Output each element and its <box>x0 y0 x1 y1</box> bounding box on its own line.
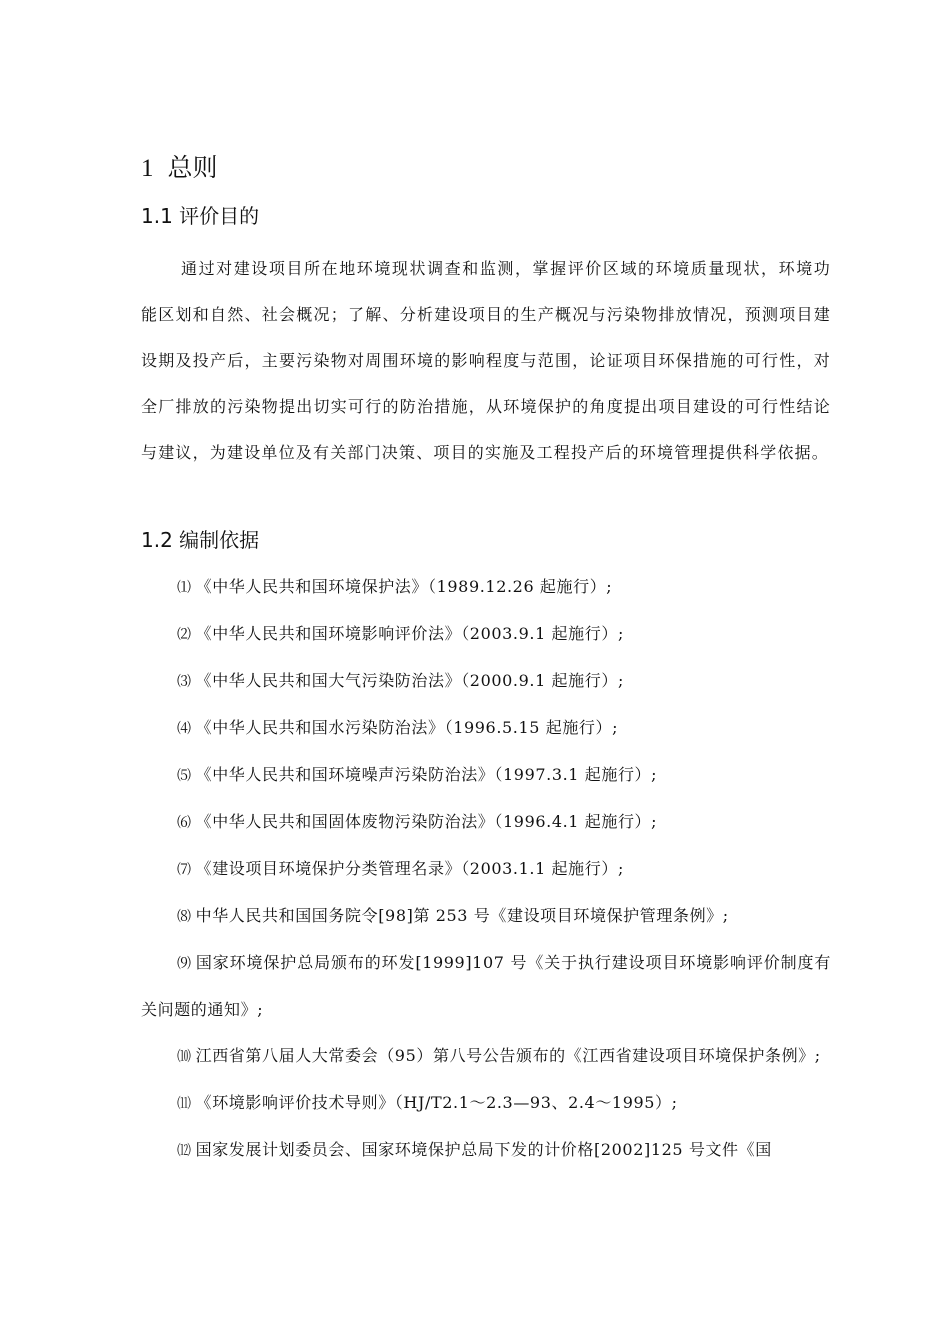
item-marker: ⑿ <box>177 1143 192 1159</box>
item-text: 江西省第八届人大常委会（95）第八号公告颁布的《江西省建设项目环境保护条例》; <box>195 1046 821 1065</box>
item-marker: ⑾ <box>177 1096 192 1112</box>
list-item <box>141 799 831 846</box>
section-heading-purpose: 1.1 评价目的 <box>141 204 260 228</box>
item-marker: ⑽ <box>177 1049 192 1065</box>
list-item <box>141 1080 831 1127</box>
item-text: 《中华人民共和国大气污染防治法》（2000.9.1 起施行）; <box>195 671 624 690</box>
item-marker: ⑹ <box>177 815 192 831</box>
item-text: 《中华人民共和国固体废物污染防治法》（1996.4.1 起施行）; <box>195 812 658 831</box>
item-text: 《中华人民共和国环境影响评价法》（2003.9.1 起施行）; <box>195 624 624 643</box>
list-item <box>141 611 831 658</box>
item-text: 《环境影响评价技术导则》（HJ/T2.1～2.3—93、2.4～1995）; <box>195 1093 678 1112</box>
item-text: 《中华人民共和国环境噪声污染防治法》（1997.3.1 起施行）; <box>195 765 658 784</box>
item-marker: ⑵ <box>177 627 192 643</box>
item-marker: ⑼ <box>177 956 192 972</box>
list-item <box>141 564 831 611</box>
item-marker: ⑸ <box>177 768 192 784</box>
list-item <box>141 846 831 893</box>
list-item <box>141 940 831 1033</box>
chapter-number: 1 <box>141 155 154 182</box>
item-text: 国家发展计划委员会、国家环境保护总局下发的计价格[2002]125 号文件《国 <box>195 1140 772 1159</box>
list-item <box>141 705 831 752</box>
item-marker: ⑴ <box>177 580 192 596</box>
item-text: 国家环境保护总局颁布的环发[1999]107 号《关于执行建设项目环境影响评价制度有关问题的通知》; <box>141 953 831 1019</box>
item-text: 《建设项目环境保护分类管理名录》（2003.1.1 起施行）; <box>195 859 624 878</box>
item-marker: ⑶ <box>177 674 192 690</box>
list-item <box>141 1033 831 1080</box>
section-heading-basis: 1.2 编制依据 <box>141 528 260 552</box>
list-item <box>141 893 831 940</box>
reference-list <box>141 564 831 1174</box>
item-text: 《中华人民共和国环境保护法》（1989.12.26 起施行）; <box>195 577 613 596</box>
item-text: 中华人民共和国国务院令[98]第 253 号《建设项目环境保护管理条例》; <box>195 906 729 925</box>
item-marker: ⑻ <box>177 909 192 925</box>
purpose-paragraph: 通过对建设项目所在地环境现状调查和监测，掌握评价区域的环境质量现状，环境功能区划和自然、社会概况；了解、分析建设项目的生产概况与污染物排放情况，预测项目建设期及投产后，主要污染物对周围环境的影响程度与范围，论证项目环保措施的可行性，对全厂排放的污染物提出切实可行的防治措施，从环境保护的角度提出项目建设的可行性结论与建议，为建设单位及有关部门决策、项目的实施及工程投产后的环境管理提供科学依据。 <box>141 259 831 462</box>
chapter-heading <box>141 148 218 184</box>
item-text: 《中华人民共和国水污染防治法》（1996.5.15 起施行）; <box>195 718 619 737</box>
chapter-title: 总则 <box>167 153 218 182</box>
list-item <box>141 752 831 799</box>
item-marker: ⑺ <box>177 862 192 878</box>
list-item <box>141 658 831 705</box>
item-marker: ⑷ <box>177 721 192 737</box>
list-item <box>141 1127 831 1174</box>
